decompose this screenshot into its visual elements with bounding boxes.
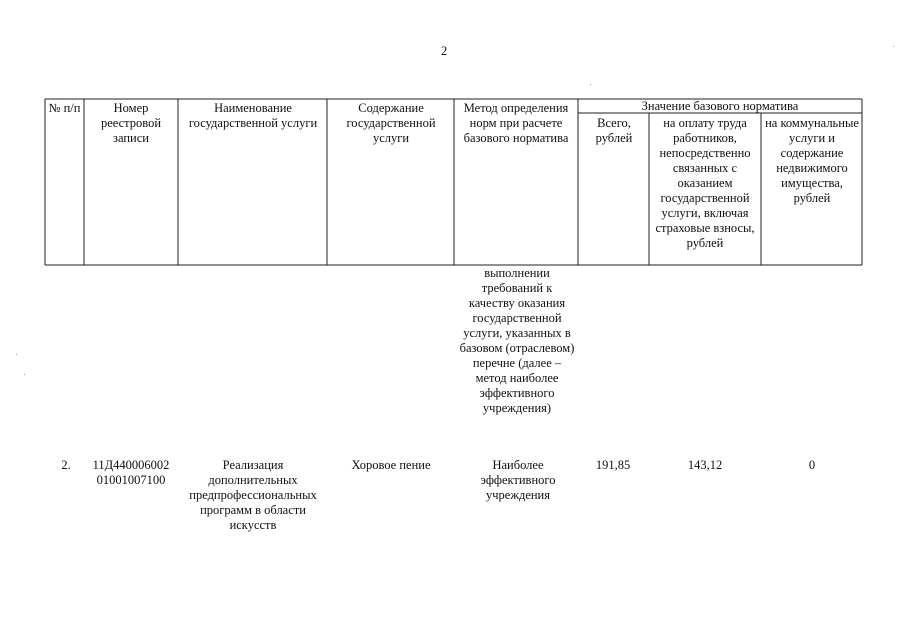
- header-basic-value: Значение базового норматива: [641, 99, 799, 113]
- row2-service-name: Реализация дополнительных предпрофессиональных программ в области искусств: [189, 458, 317, 532]
- row2-num: 2.: [61, 458, 71, 472]
- header-utilities: на коммунальные услуги и содержание недвижимого имущества, рублей: [765, 116, 859, 205]
- row2-service-content: Хоровое пение: [351, 458, 431, 472]
- scan-speck: [16, 354, 17, 355]
- scan-speck: [893, 46, 894, 47]
- header-num: № п/п: [48, 101, 81, 115]
- method-continuation-text: выполнении требований к качеству оказания государственной услуги, указанных в базовом (отраслевом) перечне (далее – метод наиболее эффективного учреждения): [459, 266, 575, 415]
- row2-total: 191,85: [595, 458, 631, 472]
- header-total: Всего, рублей: [595, 116, 633, 145]
- header-service-content: Содержание государственной услуги: [346, 101, 436, 145]
- row2-registry-number: 11Д440006002 01001007100: [92, 458, 170, 487]
- row2-labor: 143,12: [687, 458, 723, 472]
- header-registry-number: Номер реестровой записи: [100, 101, 162, 145]
- row2-method: Наиболее эффективного учреждения: [480, 458, 556, 502]
- header-labor: на оплату труда работников, непосредственно связанных с оказанием государственной услуги, включая страховые взносы, рублей: [655, 116, 755, 250]
- scan-speck: [24, 374, 25, 375]
- header-method: Метод определения норм при расчете базового норматива: [463, 101, 569, 145]
- scan-speck: [590, 84, 591, 85]
- page-number: 2: [441, 44, 448, 58]
- header-service-name: Наименование государственной услуги: [188, 101, 318, 130]
- row2-utilities: 0: [808, 458, 816, 472]
